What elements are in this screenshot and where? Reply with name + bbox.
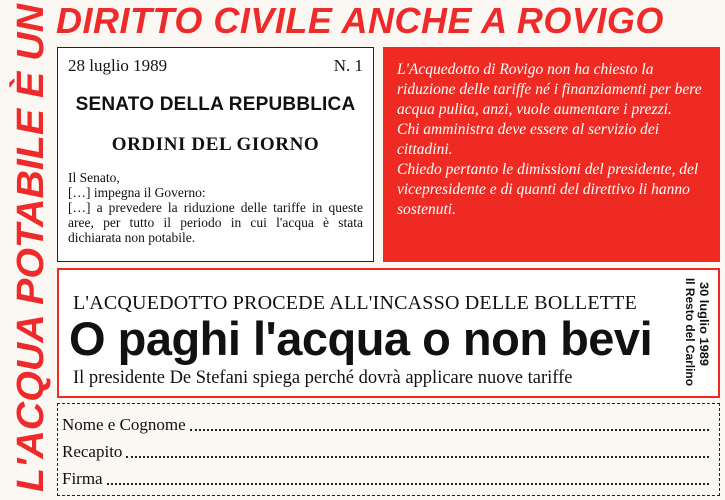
clipping-kicker: L'ACQUEDOTTO PROCEDE ALL'INCASSO DELLE BOLLETTE bbox=[73, 292, 637, 314]
newspaper-clipping bbox=[57, 268, 720, 398]
gazette-header bbox=[68, 56, 363, 76]
form-row-signature bbox=[62, 462, 709, 489]
name-field[interactable] bbox=[190, 415, 709, 431]
statement-box bbox=[383, 47, 720, 262]
senate-gazette-clipping bbox=[57, 47, 374, 262]
clipping-source-date: 30 luglio 1989 bbox=[697, 282, 709, 358]
side-title-text: L'ACQUA POTABILE È UN bbox=[10, 20, 52, 492]
clipping-subhead: Il presidente De Stefani spiega perché dovrà applicare nuove tariffe bbox=[73, 368, 573, 388]
statement-paragraph: Chi amministra deve essere al servizio dei cittadini. bbox=[397, 121, 660, 158]
gazette-date: 28 luglio 1989 bbox=[68, 56, 168, 75]
address-field[interactable] bbox=[126, 442, 709, 458]
gazette-number: N. 1 bbox=[333, 56, 363, 75]
gazette-body-line: […] impegna il Governo: bbox=[68, 185, 206, 200]
form-label-address: Recapito bbox=[62, 442, 123, 461]
form-row-address bbox=[62, 435, 709, 462]
gazette-body-line: […] a prevedere la riduzione delle tariffe in queste aree, per tutto il periodo in cui l'acqua è stata dichiarata non potabile. bbox=[68, 200, 363, 245]
form-label-name: Nome e Cognome bbox=[62, 415, 186, 434]
signature-field[interactable] bbox=[107, 469, 709, 485]
form-row-name bbox=[62, 408, 709, 435]
gazette-institution: SENATO DELLA REPUBBLICA bbox=[75, 94, 356, 115]
clipping-source-name: Il Resto del Carlino bbox=[683, 278, 695, 383]
statement-paragraph: L'Acquedotto di Rovigo non ha chiesto la riduzione delle tariffe né i finanziamenti per bere acqua pulita, anzi, vuole aumentare i prezzi. bbox=[397, 61, 702, 118]
top-title: DIRITTO CIVILE ANCHE A ROVIGO bbox=[56, 0, 664, 41]
side-title bbox=[2, 0, 52, 500]
form-label-signature: Firma bbox=[62, 469, 103, 488]
gazette-body bbox=[68, 170, 363, 245]
statement-paragraph: Chiedo pertanto le dimissioni del presidente, del vicepresidente e di quanti del direttivo li hanno sostenuti. bbox=[397, 161, 699, 218]
clipping-source bbox=[672, 274, 716, 394]
gazette-section: ORDINI DEL GIORNO bbox=[111, 134, 320, 155]
gazette-body-line: Il Senato, bbox=[68, 170, 120, 185]
signature-form bbox=[57, 403, 720, 496]
clipping-headline: O paghi l'acqua o non bevi bbox=[69, 312, 653, 365]
